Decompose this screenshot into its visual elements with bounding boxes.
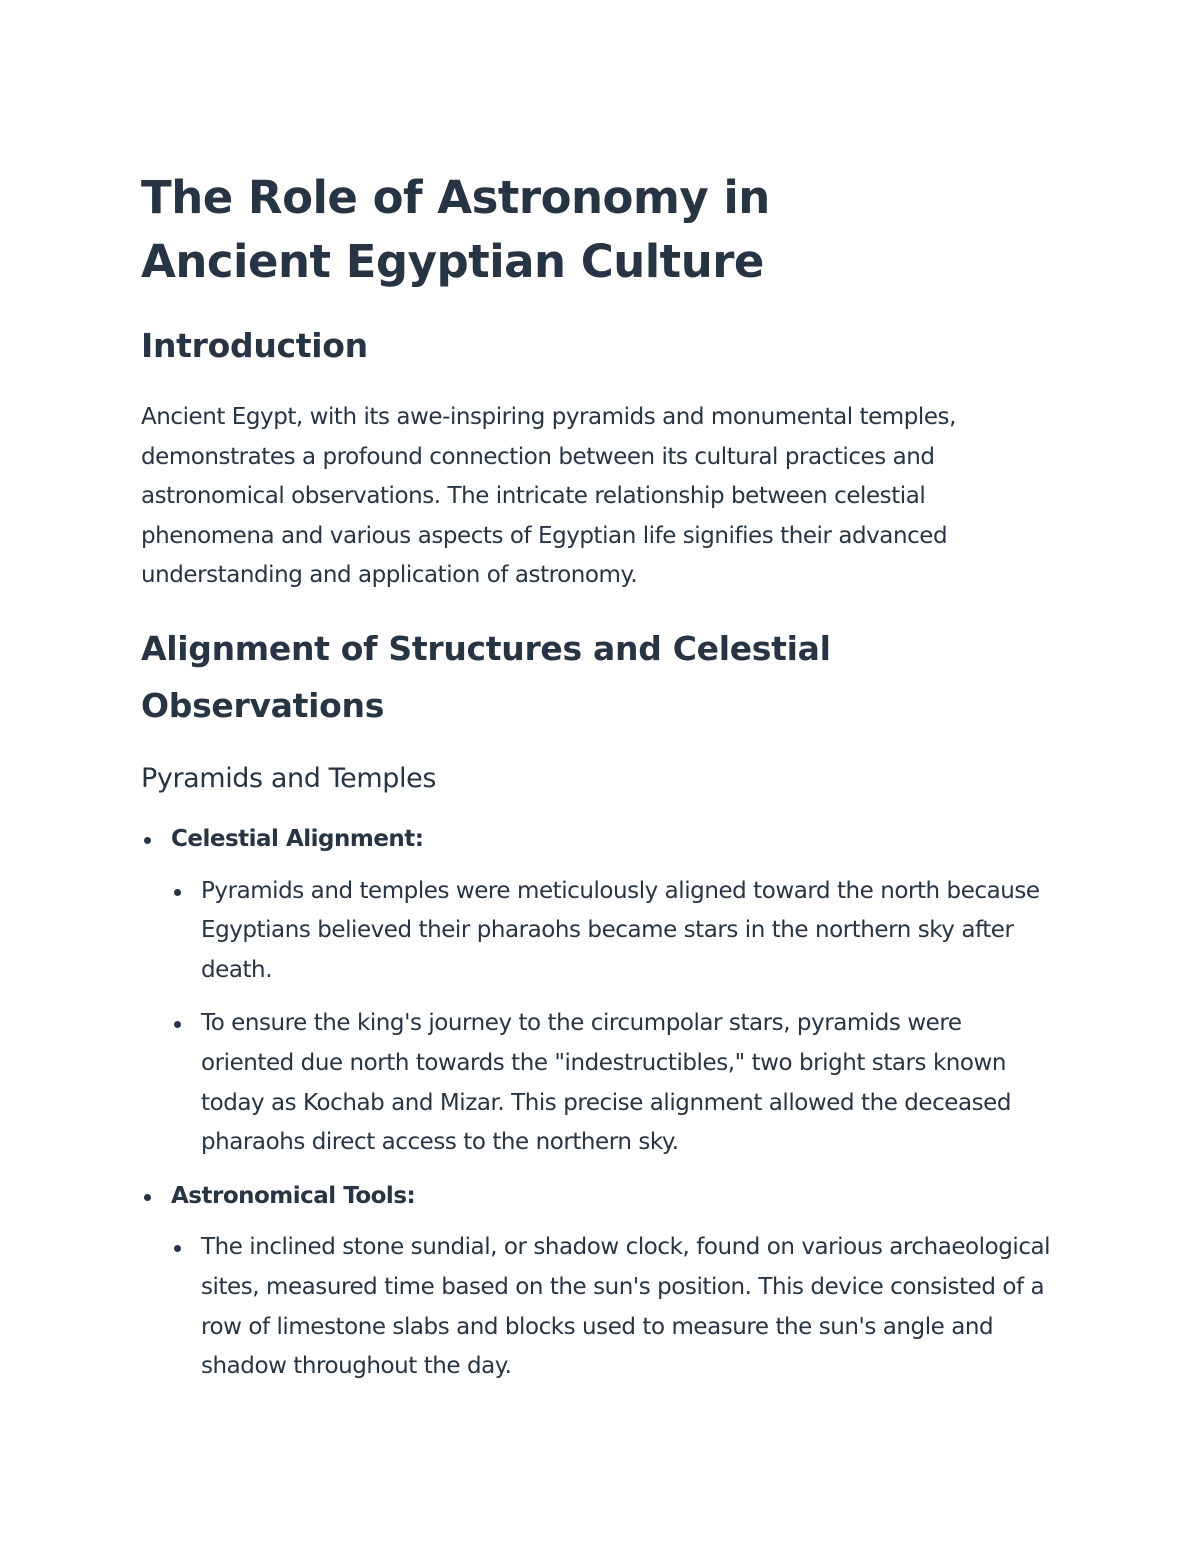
alignment-list: [141, 820, 1060, 1387]
bullet-icon: [174, 1021, 181, 1028]
list-item: [171, 1004, 1060, 1162]
bullet-icon: [174, 889, 181, 896]
list-item-text: To ensure the king's journey to the circumpolar stars, pyramids were oriented due north towards the "indestructibles," two bright stars known today as Kochab and Mizar. This precise alignment allowed the deceased pharaohs direct access to the northern sky.: [201, 1010, 1012, 1156]
astronomical-tools-sublist: [171, 1228, 1060, 1386]
list-item-label: Celestial Alignment:: [171, 825, 424, 852]
list-item: [171, 872, 1060, 991]
introduction-heading: Introduction: [141, 326, 368, 365]
list-item-astronomical-tools: [141, 1177, 1060, 1387]
bullet-icon: [144, 1194, 151, 1201]
alignment-heading: Alignment of Structures and Celestial Observations: [141, 628, 831, 725]
list-item-text: The inclined stone sundial, or shadow clock, found on various archaeological sites, measured time based on the sun's position. This device consisted of a row of limestone slabs and blocks used to measure the sun's angle and shadow throughout the day.: [201, 1234, 1051, 1380]
document-title: The Role of Astronomy in Ancient Egyptian Culture: [141, 171, 770, 288]
list-item-label: Astronomical Tools:: [171, 1182, 416, 1209]
list-item-celestial-alignment: [141, 820, 1060, 1163]
bullet-icon: [144, 837, 151, 844]
pyramids-temples-subheading: Pyramids and Temples: [141, 762, 437, 794]
bullet-icon: [174, 1245, 181, 1252]
introduction-paragraph: Ancient Egypt, with its awe-inspiring pyramids and monumental temples, demonstrates a profound connection between its cultural practices and astronomical observations. The intricate relationship between celestial phenomena and various aspects of Egyptian life signifies their advanced understanding and application of astronomy.: [141, 404, 956, 589]
list-item-text: Pyramids and temples were meticulously aligned toward the north because Egyptians believed their pharaohs became stars in the northern sky after death.: [201, 877, 1040, 983]
list-item: [171, 1228, 1060, 1386]
celestial-alignment-sublist: [171, 872, 1060, 1163]
